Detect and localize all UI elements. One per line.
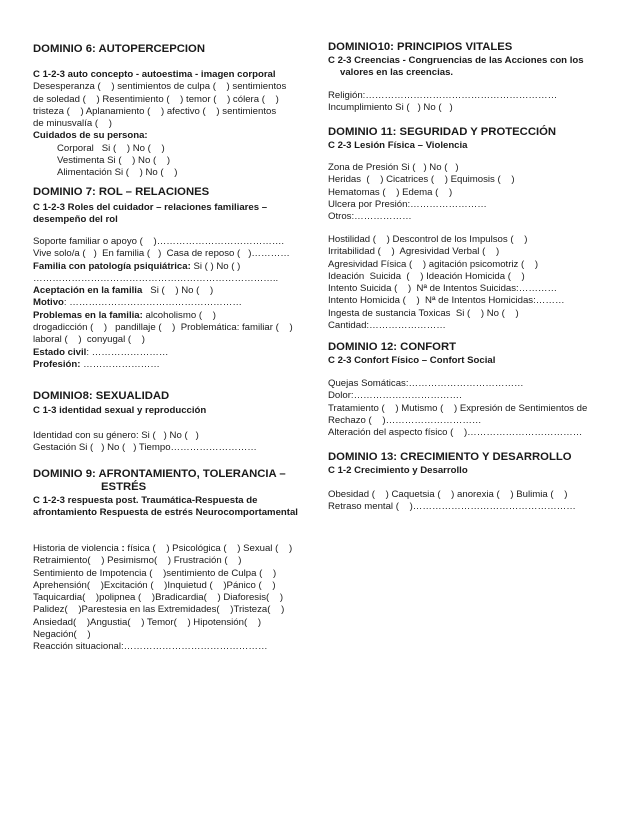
domain-11-body-a — [328, 162, 618, 223]
domain-9-title: DOMINIO 9: AFRONTAMIENTO, TOLERANCIA – — [33, 468, 286, 480]
domain-7-line — [33, 297, 315, 309]
care-label: Cuidados de su persona: — [33, 130, 148, 142]
domain-7-line — [33, 285, 315, 297]
family-acceptance-label: Aceptación en la familia — [33, 285, 143, 297]
domain-11-line: Hostilidad ( ) Descontrol de los Impulsos ( ) — [328, 234, 528, 245]
domain-6-line: de minusvalía ( ) — [33, 118, 112, 130]
domain-9-line — [33, 543, 315, 555]
domain-7-title: DOMINIO 7: ROL – RELACIONES — [33, 186, 210, 198]
domain-11-line: Irritabilidad ( ) Agresividad Verbal ( ) — [328, 246, 500, 258]
domain-11-subtitle: C 2-3 Lesión Física – Violencia — [328, 140, 468, 151]
care-item-body: Corporal Si ( ) No ( ) — [57, 142, 165, 154]
domain-11-line: Heridas ( ) Cicatrices ( ) Equimosis ( ) — [328, 174, 515, 186]
domain-12-section — [328, 341, 618, 367]
domain-11-line: Ulcera por Presión:…………………… — [328, 198, 487, 210]
domain-9-line: Aprehensión( )Excitación ( )Inquietud ( )Pánico ( ) — [33, 579, 276, 591]
domain-8-section — [33, 390, 315, 417]
care-item-food: Alimentación Si ( ) No ( ) — [57, 167, 178, 179]
domain-7-line: laboral ( ) conyugal ( ) — [33, 334, 145, 346]
domain-6-section — [33, 43, 315, 56]
domain-12-line: Alteración del aspecto físico ( )……………………………… — [328, 427, 583, 439]
domain-13-title: DOMINIO 13: CRECIMIENTO Y DESARROLLO — [328, 451, 572, 463]
domain-7-line — [33, 261, 315, 273]
domain-11-line: Intento Homicida ( ) Nª de Intentos Homicidas:……… — [328, 295, 565, 307]
domain-8-body — [33, 430, 315, 455]
domain-11-line: Agresividad Física ( ) agitación psicomotriz ( ) — [328, 258, 539, 270]
domain-7-line: Vive solo/a ( ) En familia ( ) Casa de reposo ( )………… — [33, 248, 290, 260]
domain-6-line: tristeza ( ) Aplanamiento ( ) afectivo ( ) sentimientos — [33, 105, 277, 117]
domain-11-line: Cantidad:…………………… — [328, 320, 446, 332]
psych-family-value: Si ( ) No ( ) — [190, 260, 241, 272]
domain-9-title-cont: ESTRÉS — [101, 481, 147, 493]
domain-6-line: de soledad ( ) Resentimiento ( ) temor ( ) cólera ( ) — [33, 93, 279, 105]
domain-7-line — [33, 347, 315, 359]
domain-9-subtitle: C 1-2-3 respuesta post. Traumática-Respuesta de afrontamiento Respuesta de estrés Neurocomportamental — [33, 495, 298, 519]
domain-13-line: Obesidad ( ) Caquetsia ( ) anorexia ( ) Bulimia ( ) — [328, 489, 568, 500]
family-problems-value: alcoholismo ( ) — [142, 309, 216, 321]
reason-label: Motivo — [33, 297, 64, 309]
domain-11-title: DOMINIO 11: SEGURIDAD Y PROTECCIÓN — [328, 126, 557, 138]
domain-6-body — [33, 69, 315, 180]
violence-history-label: Historia de violencia — [33, 543, 122, 554]
domain-9-line: Reacción situacional:……………………………………… — [33, 641, 268, 653]
domain-8-title: DOMINIO8: SEXUALIDAD — [33, 390, 170, 402]
domain-9-line: Sentimiento de Impotencia ( )sentimiento de Culpa ( ) — [33, 567, 277, 579]
domain-7-line: ………………………………………………………………….. — [33, 272, 279, 284]
domain-7-line — [33, 310, 315, 322]
domain-9-line: Taquicardia( )polipnea ( )Bradicardia( ) Diaforesis( ) — [33, 592, 284, 604]
profession-label: Profesión: — [33, 358, 81, 370]
domain-7-line: Soporte familiar o apoyo ( )…………………………………. — [33, 236, 285, 247]
domain-7-section — [33, 186, 315, 227]
domain-6-subtitle: C 1-2-3 auto concepto - autoestima - imagen corporal — [33, 69, 276, 80]
domain-12-subtitle: C 2-3 Confort Físico – Confort Social — [328, 355, 496, 366]
domain-7-line: drogadicción ( ) pandillaje ( ) Problemática: familiar ( ) — [33, 322, 293, 334]
domain-11-section — [328, 126, 618, 152]
domain-11-body-b — [328, 234, 618, 332]
domain-10-title: DOMINIO10: PRINCIPIOS VITALES — [328, 41, 513, 53]
domain-10-subtitle: C 2-3 Creencias - Congruencias de las Acciones con los valores en las creencias. — [328, 55, 584, 79]
civil-status-label: Estado civil — [33, 346, 87, 358]
domain-13-line: Retraso mental ( )…………………………………………… — [328, 501, 576, 513]
domain-11-line: Hematomas ( ) Edema ( ) — [328, 186, 453, 198]
domain-10-body — [328, 90, 618, 115]
domain-11-line: Zona de Presión Si ( ) No ( ) — [328, 162, 459, 173]
reason-value: : ……………………………………………… — [63, 297, 242, 309]
psych-family-label: Familia con patología psiquiátrica: — [33, 260, 191, 272]
domain-12-body — [328, 378, 618, 439]
domain-12-line: Quejas Somáticas:……………………………… — [328, 378, 524, 389]
domain-11-line: Intento Suicida ( ) Nª de Intentos Suicidas:………… — [328, 283, 558, 295]
domain-9-body — [33, 543, 315, 654]
profession-value: …………………… — [80, 358, 160, 370]
violence-types: física ( ) Psicológica ( ) Sexual ( ) — [124, 543, 293, 554]
domain-13-body — [328, 489, 618, 514]
civil-status-value: : …………………… — [86, 346, 169, 358]
domain-8-line: Identidad con su género: Si ( ) No ( ) — [33, 430, 199, 441]
domain-8-line: Gestación Si ( ) No ( ) Tiempo……………………… — [33, 442, 257, 454]
domain-12-line: Dolor:……………………………. — [328, 390, 462, 402]
domain-11-line: Otros:……………… — [328, 211, 412, 223]
care-item-clothing: Vestimenta Si ( ) No ( ) — [57, 155, 171, 167]
domain-13-section — [328, 451, 618, 477]
domain-6-line: Desesperanza ( ) sentimientos de culpa ( ) sentimientos — [33, 81, 287, 93]
domain-13-subtitle: C 1-2 Crecimiento y Desarrollo — [328, 465, 468, 476]
family-problems-label: Problemas en la familia: — [33, 309, 143, 321]
domain-10-section — [328, 41, 618, 80]
domain-11-line: Ideación Suicida ( ) Ideación Homicida ( ) — [328, 270, 525, 282]
domain-11-line: Ingesta de sustancia Toxicas Si ( ) No ( ) — [328, 307, 519, 319]
domain-12-line: Tratamiento ( ) Mutismo ( ) Expresión de Sentimientos de — [328, 402, 588, 414]
domain-7-subtitle: C 1-2-3 Roles del cuidador – relaciones familiares – desempeño del rol — [33, 202, 268, 226]
family-acceptance-value: Si ( ) No ( ) — [142, 285, 214, 297]
domain-9-section — [33, 468, 315, 520]
domain-10-line: Religión:…………………………………………………… — [328, 90, 558, 101]
domain-9-line: Palidez( )Parestesia en las Extremidades( )Tristeza( ) — [33, 604, 285, 616]
domain-7-body — [33, 236, 315, 371]
domain-6-title: DOMINIO 6: AUTOPERCEPCION — [33, 43, 205, 55]
domain-7-line — [33, 359, 315, 371]
domain-9-line: Retraimiento( ) Pesimismo( ) Frustración ( ) — [33, 555, 242, 567]
domain-9-line: Negación( ) — [33, 629, 91, 641]
domain-8-subtitle: C 1-3 identidad sexual y reproducción — [33, 405, 207, 416]
domain-9-line: Ansiedad( )Angustia( ) Temor( ) Hipotensión( ) — [33, 616, 262, 628]
domain-12-line: Rechazo ( )………………………… — [328, 414, 482, 426]
domain-12-title: DOMINIO 12: CONFORT — [328, 341, 457, 353]
domain-10-line: Incumplimiento Si ( ) No ( ) — [328, 102, 453, 114]
violence-colon: : — [121, 543, 125, 554]
